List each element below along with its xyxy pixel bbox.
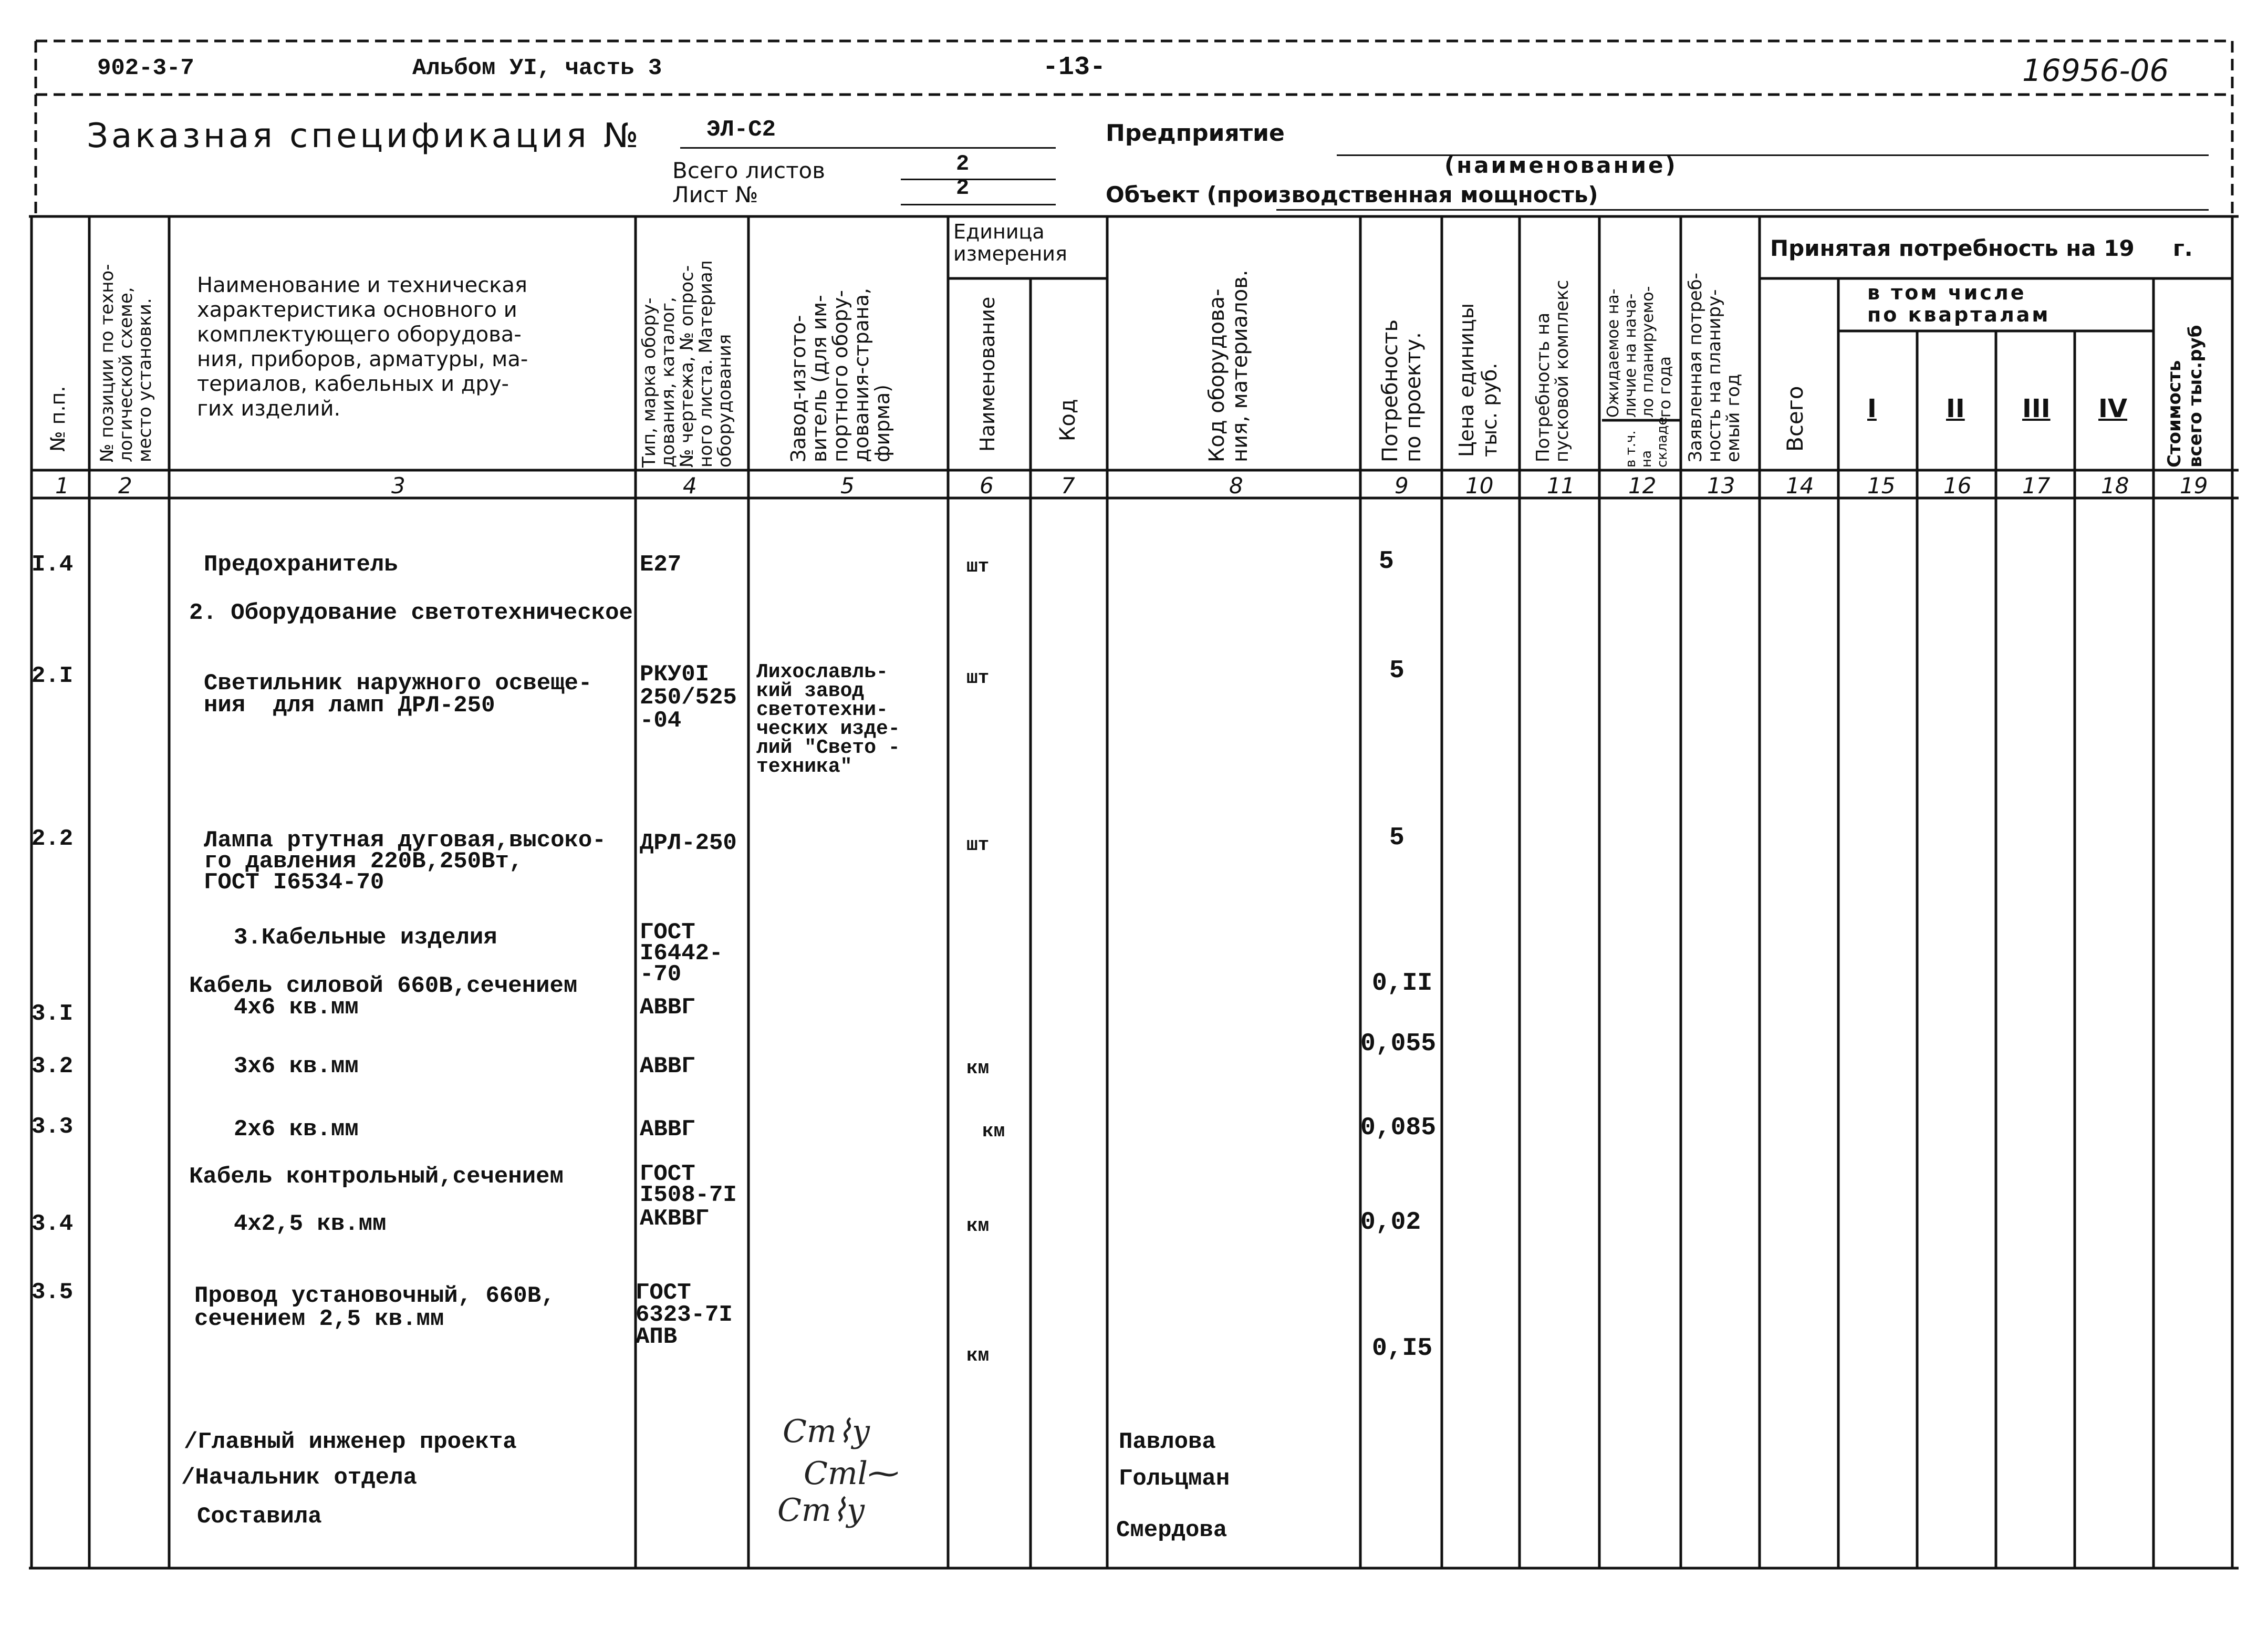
col-14-header: Всего — [1782, 386, 1808, 452]
total-sheets: 2 — [956, 151, 970, 177]
row-name: 3х6 кв.мм — [234, 1053, 359, 1080]
col-9-header: Потребность по проекту. — [1378, 319, 1426, 462]
unit-header: Единица измерения — [953, 220, 1067, 265]
col-num-6: 6 — [980, 473, 994, 499]
row-qty: 0,085 — [1360, 1114, 1437, 1142]
sheet-label: Лист № — [672, 182, 758, 208]
col-3-header: Наименование и техническая характеристика основного и комплектующего оборудова- ния, приборов, арматуры, ма- териалов, кабельных и дру- гих изделий. — [197, 273, 528, 421]
row-qty: 0,055 — [1360, 1030, 1437, 1058]
row-maker: Лихославль- кий завод светотехни- ческих изде- лий "Свето - техника" — [756, 661, 900, 778]
row-unit: шт — [966, 667, 990, 689]
doc-code: 902-3-7 — [97, 55, 194, 81]
dept-head-label: /Начальник отдела — [181, 1465, 417, 1491]
row-name: Провод установочный, 660В, сечением 2,5 кв.мм — [194, 1283, 555, 1332]
col-num-14: 14 — [1786, 473, 1814, 499]
col-18-header: IV — [2098, 394, 2128, 423]
row-name: Лампа ртутная дуговая,высоко- го давления 220В,250Вт, ГОСТ I6534-70 — [204, 827, 606, 896]
row-pos: 3.3 — [32, 1114, 74, 1140]
signer-name-1: Павлова — [1119, 1429, 1216, 1455]
row-type: АКВВГ — [640, 1206, 710, 1232]
col-5-header: Завод-изгото- витель (для им- портного обору- дования-страна, фирма) — [787, 288, 894, 462]
row-pos: 3.5 — [32, 1279, 74, 1305]
col-12-header: Ожидаемое на- личие на нача- ло планируемо- го года — [1604, 286, 1674, 418]
row-unit: км — [966, 1058, 990, 1079]
col-num-19: 19 — [2180, 473, 2208, 499]
row-type: АВВГ — [640, 994, 695, 1021]
sheet-number: 16956-06 — [2022, 53, 2169, 88]
col-8-header: Код оборудова- ния, материалов. — [1205, 269, 1252, 462]
row-pos: 3.I — [32, 1001, 74, 1027]
row-type: АВВГ — [640, 1116, 695, 1143]
chief-engineer-label: /Главный инженер проекта — [184, 1429, 517, 1455]
album-label: Альбом УI, часть 3 — [412, 55, 662, 81]
row-unit: км — [966, 1215, 990, 1237]
col-num-18: 18 — [2101, 473, 2129, 499]
col-num-1: 1 — [55, 473, 69, 499]
row-name: 2х6 кв.мм — [234, 1116, 359, 1143]
enterprise-label: Предприятие — [1106, 120, 1285, 147]
col-10-header: Цена единицы тыс. руб. — [1455, 303, 1501, 457]
cable-gost: ГОСТ I6442- -70 — [640, 919, 723, 988]
signature-3: Cm⌇y — [777, 1492, 865, 1529]
row-name: Предохранитель — [204, 552, 398, 578]
row-pos: 2.I — [32, 663, 74, 689]
sheet: 2 — [956, 175, 970, 201]
row-type: ГОСТ 6323-7I АПВ — [636, 1280, 733, 1350]
row-name: 4х6 кв.мм — [234, 994, 359, 1021]
col-13-header: Заявленная потреб- ность на планиру- емый год — [1685, 273, 1744, 462]
col-num-12: 12 — [1628, 473, 1657, 499]
row-qty: 5 — [1389, 824, 1405, 852]
col-2-header: № позиции по техно- логической схеме, место установки. — [97, 264, 155, 462]
col-num-7: 7 — [1061, 473, 1075, 499]
signature-2: Cml⁓ — [804, 1455, 899, 1492]
col-num-13: 13 — [1707, 473, 1735, 499]
signer-name-2: Гольцман — [1119, 1466, 1230, 1492]
row-pos: 3.2 — [32, 1053, 74, 1080]
section-2-title: 2. Оборудование светотехническое — [189, 600, 633, 626]
col-num-11: 11 — [1547, 473, 1575, 499]
row-pos: I.4 — [32, 552, 74, 578]
row-qty: 5 — [1379, 547, 1394, 576]
spec-title: Заказная спецификация № — [87, 117, 642, 155]
power-cable-group: Кабель силовой 660В,сечением — [189, 973, 578, 999]
row-unit: км — [982, 1121, 1005, 1142]
row-type: ДРЛ-250 — [640, 830, 737, 856]
col-num-4: 4 — [683, 473, 697, 499]
row-pos: 2.2 — [32, 826, 74, 852]
control-gost: ГОСТ I508-7I — [640, 1161, 737, 1208]
compiler-label: Составила — [197, 1504, 322, 1530]
row-qty: 5 — [1389, 657, 1405, 685]
object-label: Объект (производственная мощность) — [1106, 182, 1598, 208]
row-name: 4х2,5 кв.мм — [234, 1211, 387, 1237]
row-unit: шт — [966, 834, 990, 856]
row-type: Е27 — [640, 552, 682, 578]
row-qty: 0,II — [1372, 969, 1433, 998]
col-15-header: I — [1867, 394, 1877, 423]
col-num-9: 9 — [1395, 473, 1409, 499]
section-3-title: 3.Кабельные изделия — [234, 925, 497, 951]
col-num-8: 8 — [1229, 473, 1243, 499]
col-11-header: Потребность на пусковой комплекс — [1533, 279, 1573, 462]
col-7-header: Код — [1056, 399, 1080, 441]
row-name: Светильник наружного освеще- ния для ламп ДРЛ-250 — [204, 670, 592, 719]
total-sheets-label: Всего листов — [672, 158, 826, 183]
row-unit: км — [966, 1345, 990, 1366]
col-num-15: 15 — [1867, 473, 1896, 499]
page-mark: -13- — [1043, 53, 1106, 82]
col-num-17: 17 — [2022, 473, 2051, 499]
row-type: АВВГ — [640, 1053, 695, 1080]
row-qty: 0,02 — [1360, 1208, 1421, 1237]
accepted-header: Принятая потребность на 19 г. — [1770, 235, 2193, 261]
row-type: РКУ0I 250/525 -04 — [640, 661, 737, 734]
col-num-2: 2 — [118, 473, 132, 499]
signature-1: Cm⌇y — [783, 1413, 870, 1450]
signer-name-3: Смердова — [1116, 1517, 1227, 1543]
col-1-header: № п.п. — [46, 386, 69, 452]
col-16-header: II — [1946, 394, 1965, 423]
naming-label: (наименование) — [1444, 152, 1678, 178]
col-num-10: 10 — [1465, 473, 1494, 499]
col-19-header: Стоимость всего тыс.руб — [2164, 325, 2206, 468]
spec-number: ЭЛ-С2 — [706, 117, 776, 143]
col-num-16: 16 — [1943, 473, 1972, 499]
row-pos: 3.4 — [32, 1211, 74, 1237]
row-qty: 0,I5 — [1372, 1334, 1433, 1363]
col-12b-header: в т.ч. на складе — [1623, 417, 1670, 468]
quarters-header: в том числе по кварталам — [1867, 281, 2051, 326]
col-4-header: Тип, марка обору- дования, каталог, № чертежа, № опрос- ного листа. Материал оборудования — [639, 260, 735, 468]
col-6-header: Наименование — [976, 296, 999, 452]
col-num-5: 5 — [840, 473, 855, 499]
col-num-3: 3 — [391, 473, 405, 499]
control-cable-group: Кабель контрольный,сечением — [189, 1164, 564, 1190]
col-17-header: III — [2022, 394, 2051, 423]
row-unit: шт — [966, 556, 990, 577]
